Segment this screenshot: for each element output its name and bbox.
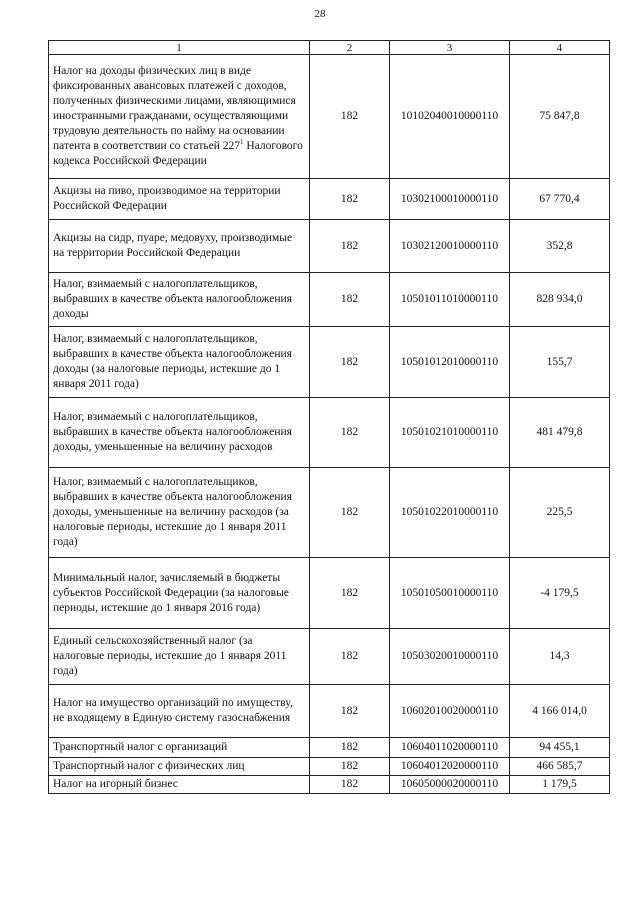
revenue-table [48, 40, 610, 794]
table-row [49, 629, 610, 685]
table-row [49, 758, 610, 776]
amount-cell: 1 179,5 [510, 776, 610, 794]
amount-cell: 14,3 [510, 629, 610, 685]
budget-code-cell: 10501022010000110 [390, 468, 510, 558]
budget-code-cell: 10602010020000110 [390, 685, 510, 738]
row-name-tail: Налогового кодекса Российской Федерации [53, 140, 303, 167]
admin-code-cell: 182 [310, 738, 390, 758]
table-row [49, 558, 610, 629]
page-number: 28 [314, 8, 326, 20]
row-name-cell: Транспортный налог с физических лиц [49, 758, 310, 776]
row-name-cell: Налог, взимаемый с налогоплательщиков, выбравших в качестве объекта налогообложения доходы, уменьшенные на величину расходов (за налоговые периоды, истекшие до 1 января 2011 года) [49, 468, 310, 558]
table-row [49, 179, 610, 220]
budget-code-cell: 10501021010000110 [390, 398, 510, 468]
table-header-row [49, 41, 610, 55]
amount-cell: 155,7 [510, 327, 610, 398]
amount-cell: 75 847,8 [510, 55, 610, 179]
amount-cell: 352,8 [510, 220, 610, 273]
budget-code-cell: 10302100010000110 [390, 179, 510, 220]
table-row [49, 398, 610, 468]
admin-code-cell: 182 [310, 468, 390, 558]
row-name-cell: Налог, взимаемый с налогоплательщиков, выбравших в качестве объекта налогообложения доходы [49, 273, 310, 327]
footnote-marker: 1 [240, 138, 244, 147]
row-name-cell: Налог, взимаемый с налогоплательщиков, выбравших в качестве объекта налогообложения доходы, уменьшенные на величину расходов [49, 398, 310, 468]
row-name-cell: Акцизы на пиво, производимое на территории Российской Федерации [49, 179, 310, 220]
table-row [49, 776, 610, 794]
admin-code-cell: 182 [310, 220, 390, 273]
row-name-cell: Налог, взимаемый с налогоплательщиков, выбравших в качестве объекта налогообложения доходы (за налоговые периоды, истекшие до 1 января 2011 года) [49, 327, 310, 398]
admin-code-cell: 182 [310, 776, 390, 794]
row-name-cell [49, 55, 310, 179]
budget-code-cell: 10501012010000110 [390, 327, 510, 398]
budget-code-cell: 10501050010000110 [390, 558, 510, 629]
admin-code-cell: 182 [310, 398, 390, 468]
amount-cell: -4 179,5 [510, 558, 610, 629]
amount-cell: 67 770,4 [510, 179, 610, 220]
admin-code-cell: 182 [310, 273, 390, 327]
table-row [49, 327, 610, 398]
amount-cell: 4 166 014,0 [510, 685, 610, 738]
table-row [49, 738, 610, 758]
admin-code-cell: 182 [310, 629, 390, 685]
admin-code-cell: 182 [310, 758, 390, 776]
budget-code-cell: 10604011020000110 [390, 738, 510, 758]
column-header-2: 2 [310, 41, 390, 55]
table-row [49, 273, 610, 327]
admin-code-cell: 182 [310, 179, 390, 220]
row-name-cell: Транспортный налог с организаций [49, 738, 310, 758]
column-header-1: 1 [49, 41, 310, 55]
budget-code-cell: 10604012020000110 [390, 758, 510, 776]
row-name-cell: Акцизы на сидр, пуаре, медовуху, производимые на территории Российской Федерации [49, 220, 310, 273]
row-name-cell: Минимальный налог, зачисляемый в бюджеты субъектов Российской Федерации (за налоговые периоды, истекшие до 1 января 2016 года) [49, 558, 310, 629]
amount-cell: 828 934,0 [510, 273, 610, 327]
table-row [49, 55, 610, 179]
admin-code-cell: 182 [310, 685, 390, 738]
budget-code-cell: 10102040010000110 [390, 55, 510, 179]
amount-cell: 466 585,7 [510, 758, 610, 776]
admin-code-cell: 182 [310, 55, 390, 179]
table-row [49, 468, 610, 558]
column-header-4: 4 [510, 41, 610, 55]
row-name-cell: Налог на имущество организаций по имуществу, не входящему в Единую систему газоснабжения [49, 685, 310, 738]
amount-cell: 481 479,8 [510, 398, 610, 468]
row-name-cell: Единый сельскохозяйственный налог (за налоговые периоды, истекшие до 1 января 2011 года) [49, 629, 310, 685]
row-name-cell: Налог на игорный бизнес [49, 776, 310, 794]
amount-cell: 225,5 [510, 468, 610, 558]
admin-code-cell: 182 [310, 558, 390, 629]
amount-cell: 94 455,1 [510, 738, 610, 758]
row-name-text: Налог на доходы физических лиц в виде фиксированных авансовых платежей с доходов, полученных физическими лицами, являющимися иностранными гражданами, осуществляющими трудовую деятельность по найму на основании патента в соответствии со статьей 227 [53, 65, 296, 152]
table-row [49, 685, 610, 738]
budget-code-cell: 10501011010000110 [390, 273, 510, 327]
table-row [49, 220, 610, 273]
budget-code-cell: 10605000020000110 [390, 776, 510, 794]
column-header-3: 3 [390, 41, 510, 55]
budget-code-cell: 10302120010000110 [390, 220, 510, 273]
admin-code-cell: 182 [310, 327, 390, 398]
budget-code-cell: 10503020010000110 [390, 629, 510, 685]
